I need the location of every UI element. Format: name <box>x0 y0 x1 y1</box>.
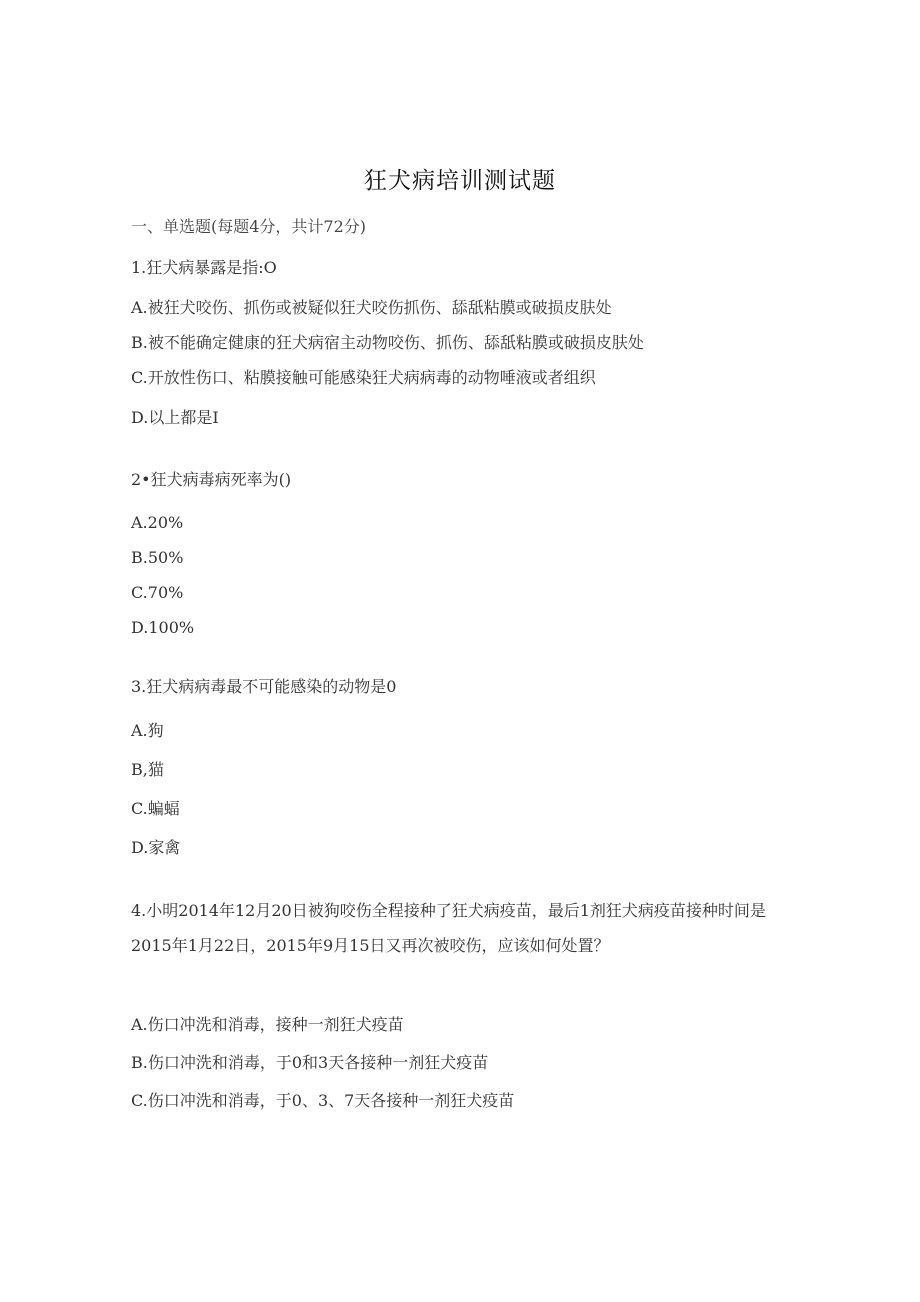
question-1-stem: 1.狂犬病暴露是指:O <box>131 258 277 277</box>
document-title: 狂犬病培训测试题 <box>364 168 556 194</box>
question-3-option-b: B,猫 <box>131 760 164 779</box>
question-4-option-c: C.伤口冲洗和消毒，于0、3、7天各接种一剂狂犬疫苗 <box>131 1091 515 1110</box>
question-1-option-d: D.以上都是I <box>131 408 219 427</box>
question-2-option-c: C.70% <box>131 583 184 602</box>
question-1-option-a: A.被狂犬咬伤、抓伤或被疑似狂犬咬伤抓伤、舔舐粘膜或破损皮肤处 <box>131 298 612 317</box>
question-4-option-b: B.伤口冲洗和消毒，于0和3天各接种一剂狂犬疫苗 <box>131 1053 489 1072</box>
question-3-option-c: C.蝙蝠 <box>131 799 180 818</box>
question-3-option-d: D.家禽 <box>131 838 181 857</box>
question-3-stem: 3.狂犬病病毒最不可能感染的动物是0 <box>131 677 397 696</box>
question-2-stem: 2•狂犬病毒病死率为() <box>131 470 292 489</box>
question-2-option-b: B.50% <box>131 548 184 567</box>
question-1-option-b: B.被不能确定健康的狂犬病宿主动物咬伤、抓伤、舔舐粘膜或破损皮肤处 <box>131 333 644 352</box>
question-4-option-a: A.伤口冲洗和消毒，接种一剂狂犬疫苗 <box>131 1015 404 1034</box>
question-2-option-d: D.100% <box>131 618 195 637</box>
question-2-option-a: A.20% <box>131 513 184 532</box>
question-3-option-a: A.狗 <box>131 721 164 740</box>
question-4-stem: 4.小明2014年12月20日被狗咬伤全程接种了狂犬病疫苗，最后1剂狂犬病疫苗接种时间是2015年1月22日，2015年9月15日又再次被咬伤，应该如何处置？ <box>131 901 766 955</box>
question-1-option-c: C.开放性伤口、粘膜接触可能感染狂犬病病毒的动物唾液或者组织 <box>131 368 596 387</box>
section-heading: 一、单选题(每题4分，共计72分) <box>131 217 367 236</box>
